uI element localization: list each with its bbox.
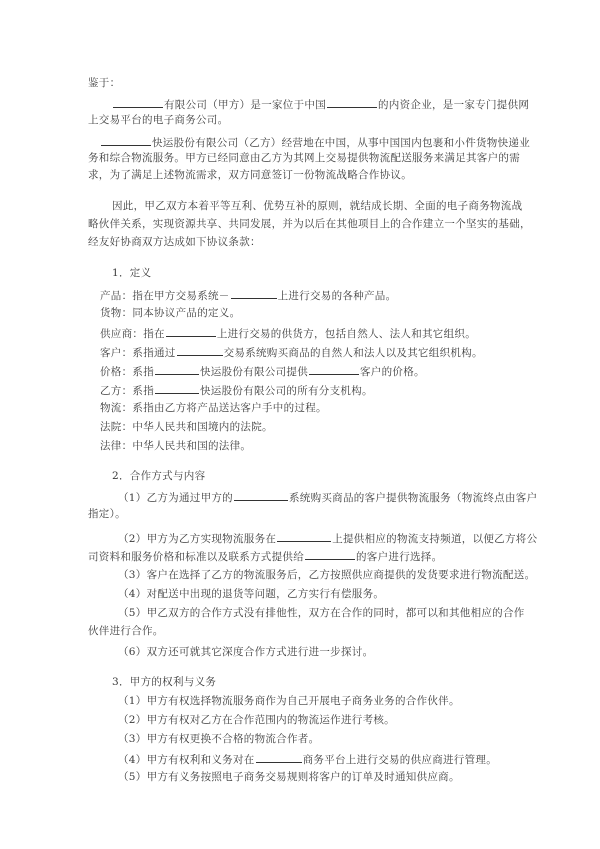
intro-line-7: 略伙伴关系，实现资源共享、共同发展，并为以后在其他项目上的合作建立一个坚实的基础， (88, 218, 531, 230)
blank-field (327, 96, 377, 108)
intro-line-8: 经友好协商双方达成如下协议条款： (88, 236, 261, 248)
intro-line-3: 快运股份有限公司（乙方）经营地在中国，从事中国国内包裹和小件货物快递业 (100, 134, 530, 150)
intro-line-4: 务和综合物流服务。甲方已经同意由乙方为其网上交易提供物流配送服务来满足其客户的需 (88, 152, 520, 164)
clause-2-1: （1）乙方为通过甲方的 系统购买商品的客户提供物流服务（物流终点由客户 (118, 489, 537, 505)
blank-field (234, 489, 288, 501)
intro-line-6: 因此，甲乙双方本着平等互利、优势互补的原则，就结成长期、全面的电子商务物流战 (112, 200, 523, 212)
blank-field (277, 530, 331, 542)
def-court: 法院：中华人民共和国境内的法院。 (100, 421, 273, 433)
blank-field (155, 382, 199, 394)
section-2-heading: 2．合作方式与内容 (112, 470, 206, 482)
blank-field (231, 287, 277, 299)
clause-2-5: （5）甲乙双方的合作方式没有排他性，双方在合作的同时，都可以和其他相应的合作 (118, 607, 525, 619)
clause-2-5-cont: 伙伴进行合作。 (88, 625, 164, 637)
section-1-heading: 1．定义 (112, 267, 152, 279)
blank-field (155, 363, 199, 375)
clause-2-4: （4）对配送中出现的退货等问题，乙方实行有偿服务。 (118, 588, 385, 600)
blank-field (166, 325, 216, 337)
clause-3-4: （4）甲方有权利和义务对在 商务平台上进行交易的供应商进行管理。 (118, 751, 497, 767)
clause-3-1: （1）甲方有权选择物流服务商作为自己开展电子商务业务的合作伙伴。 (118, 695, 460, 707)
def-logistics: 物流：系指由乙方将产品送达客户手中的过程。 (100, 402, 327, 414)
section-3-heading: 3．甲方的权利与义务 (112, 676, 217, 688)
intro-line-5: 求，为了满足上述物流需求，双方同意签订一份物流战略合作协议。 (88, 169, 412, 181)
blank-field (113, 96, 163, 108)
def-supplier: 供应商：指在 上进行交易的供货方，包括自然人、法人和其它组织。 (100, 325, 476, 341)
blank-field (305, 548, 355, 560)
def-law: 法律：中华人民共和国的法律。 (100, 440, 252, 452)
clause-3-3: （3）甲方有权更换不合格的物流合作者。 (118, 733, 320, 745)
def-goods: 货物：同本协议产品的定义。 (100, 307, 241, 319)
intro-line-1: 有限公司（甲方）是一家位于中国 的内资企业，是一家专门提供网 (112, 96, 529, 112)
def-price: 价格：系指 快运股份有限公司提供 客户的价格。 (100, 363, 425, 379)
def-customer: 客户：系指通过 交易系统购买商品的自然人和法人以及其它组织机构。 (100, 344, 483, 360)
clause-2-2-cont: 司资料和服务价格和标准以及联系方式提供给 的客户进行选择。 (88, 548, 442, 564)
def-product: 产品：指在甲方交易系统－ 上进行交易的各种产品。 (100, 287, 396, 303)
clause-2-2: （2）甲方为乙方实现物流服务在 上提供相应的物流支持频道，以便乙方将公 (118, 530, 537, 546)
def-party-b: 乙方：系指 快运股份有限公司的所有分支机构。 (100, 382, 373, 398)
doc-title: 鉴于： (88, 77, 121, 89)
blank-field (177, 344, 223, 356)
blank-field (309, 363, 359, 375)
clause-2-3: （3）客户在选择了乙方的物流服务后，乙方按照供应商提供的发货要求进行物流配送。 (118, 569, 536, 581)
blank-field (101, 134, 151, 146)
clause-3-5: （5）甲方有义务按照电子商务交易规则将客户的订单及时通知供应商。 (118, 771, 460, 783)
intro-line-2: 上交易平台的电子商务公司。 (88, 114, 229, 126)
clause-3-2: （2）甲方有权对乙方在合作范围内的物流运作进行考核。 (118, 714, 395, 726)
blank-field (256, 751, 302, 763)
clause-2-6: （6）双方还可就其它深度合作方式进行进一步探讨。 (118, 646, 374, 658)
clause-2-1-cont: 指定）。 (88, 508, 126, 520)
